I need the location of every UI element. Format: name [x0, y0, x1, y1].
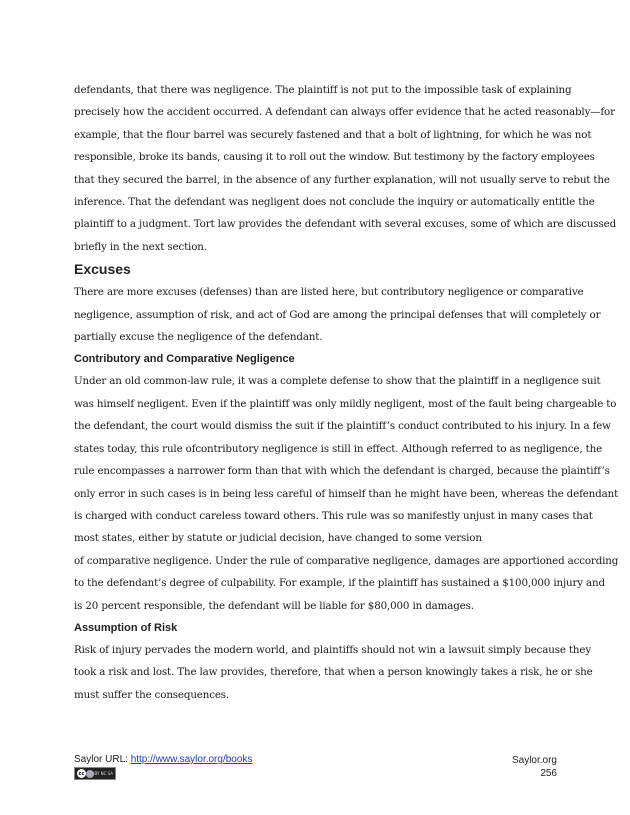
heading-assumption-of-risk: Assumption of Risk	[74, 621, 178, 634]
text-line: plaintiff to a judgment. Tort law provides the defendant with several excuses, some of which are discussed	[74, 218, 617, 231]
text-line: Under an old common-law rule, it was a complete defense to show that the plaintiff in a negligence suit	[74, 375, 601, 388]
paragraph-contributory	[74, 370, 619, 616]
footer-page-info	[512, 754, 557, 780]
saylor-books-link[interactable]: http://www.saylor.org/books	[130, 754, 253, 765]
footer-url	[74, 754, 252, 765]
page-content	[74, 79, 619, 706]
text-line: states today, this rule ofcontributory negligence is still in effect. Although referred to as negligence, the	[74, 442, 603, 455]
paragraph-assumption	[74, 639, 593, 706]
text-line: only error in such cases is in being less careful of himself than he might have been, whereas the defendant	[74, 487, 619, 500]
cc-license-icon	[74, 767, 116, 780]
text-line: is charged with conduct careless toward others. This rule was so manifestly unjust in many cases that	[74, 509, 593, 522]
text-line: took a risk and lost. The law provides, therefore, that when a person knowingly takes a risk, he or she	[74, 666, 593, 679]
heading-excuses: Excuses	[74, 261, 131, 278]
text-line: defendants, that there was negligence. The plaintiff is not put to the impossible task of explaining	[74, 84, 572, 96]
text-line: the defendant, the court would dismiss the suit if the plaintiff’s conduct contributed to his injury. In a few	[74, 420, 611, 433]
text-line: negligence, assumption of risk, and act of God are among the principal defenses that will completely or	[74, 308, 601, 321]
text-line: that they secured the barrel, in the absence of any further explanation, will not usually serve to rebut the	[74, 173, 610, 186]
cc-license-text: BY NC SA	[94, 771, 113, 776]
text-line: is 20 percent responsible, the defendant will be liable for $80,000 in damages.	[74, 599, 474, 612]
text-line: must suffer the consequences.	[74, 688, 230, 701]
cc-by-icon	[86, 770, 94, 778]
paragraph-excuses	[74, 281, 601, 348]
heading-contributory-negligence: Contributory and Comparative Negligence	[74, 353, 295, 366]
page-number: 256	[540, 768, 557, 779]
text-line: of comparative negligence. Under the rule of comparative negligence, damages are apportioned according	[74, 554, 619, 567]
text-line: was himself negligent. Even if the plaintiff was only mildly negligent, most of the fault being chargeable to	[74, 397, 617, 410]
text-line: example, that the flour barrel was securely fastened and that a bolt of lightning, for which he was not	[74, 128, 592, 141]
cc-logo-icon: cc	[78, 770, 85, 777]
text-line: inference. That the defendant was negligent does not conclude the inquiry or automatically entitle the	[74, 196, 595, 209]
text-line: to the defendant’s degree of culpability. For example, if the plaintiff has sustained a $100,000 injury and	[74, 577, 605, 590]
text-line: There are more excuses (defenses) than are listed here, but contributory negligence or comparative	[74, 286, 584, 299]
paragraph-intro	[74, 79, 617, 258]
text-line: partially excuse the negligence of the defendant.	[74, 331, 323, 344]
footer-url-label: Saylor URL:	[74, 754, 131, 765]
text-line: Risk of injury pervades the modern world, and plaintiffs should not win a lawsuit simply because they	[74, 643, 592, 656]
text-line: most states, either by statute or judicial decision, have changed to some version	[74, 532, 482, 545]
text-line: briefly in the next section.	[74, 240, 207, 253]
text-line: precisely how the accident occurred. A defendant can always offer evidence that he acted reasonably—for	[74, 106, 615, 119]
text-line: responsible, broke its bands, causing it to roll out the window. But testimony by the factory employees	[74, 151, 595, 164]
text-line: rule encompasses a narrower form than that with which the defendant is charged, because the plaintiff’s	[74, 465, 610, 478]
footer-site: Saylor.org	[511, 755, 557, 766]
